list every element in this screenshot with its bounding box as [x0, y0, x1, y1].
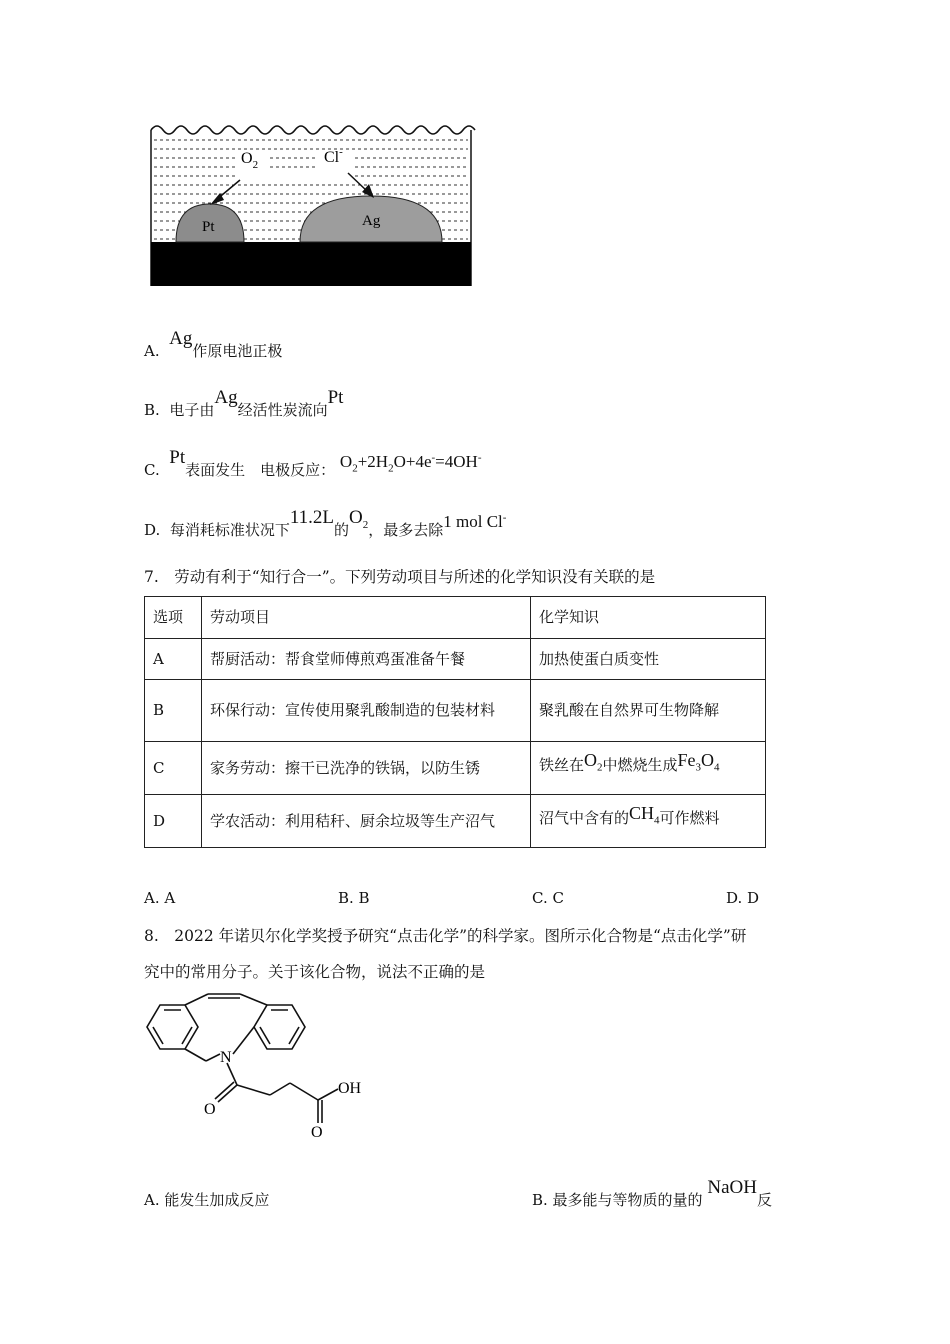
- q7-stem: 7. 劳动有利于“知行合一”。下列劳动项目与所述的化学知识没有关联的是: [144, 568, 656, 586]
- electrochem-figure: [140, 118, 485, 293]
- q8-option-a: A. 能发生加成反应: [144, 1191, 270, 1209]
- q8-option-b: B. 最多能与等物质的量的 NaOH反: [532, 1177, 772, 1209]
- q6-option-d: D. 每消耗标准状况下11.2L的$O_2$，最多去除1 mol Cl-: [144, 507, 507, 539]
- q7-table: [144, 596, 766, 848]
- q6-option-a: A. Ag作原电池正极: [144, 328, 283, 360]
- header-option: 选项: [145, 597, 202, 639]
- table-header-row: [145, 597, 766, 639]
- q7-answer-c: C. C: [532, 889, 564, 907]
- oxygen-label-2: O: [311, 1124, 323, 1140]
- q6-option-b: B. 电子由Ag经活性炭流向Pt: [144, 387, 344, 419]
- q7-answer-d: D. D: [726, 889, 760, 907]
- header-project: 劳动项目: [202, 597, 531, 639]
- q7-answer-b: B. B: [338, 889, 370, 907]
- table-row: B 环保行动：宣传使用聚乳酸制造的包装材料 聚乳酸在自然界可生物降解: [145, 680, 766, 742]
- o2-label: $O_2$: [241, 150, 259, 171]
- table-row: C 家务劳动：擦干已洗净的铁锅，以防生锈 铁丝在$O_2$中燃烧生成$Fe_3O_4$: [145, 742, 766, 795]
- molecule-structure: [140, 990, 380, 1140]
- table-row: A 帮厨活动：帮食堂师傅煎鸡蛋准备午餐 加热使蛋白质变性: [145, 639, 766, 680]
- substrate-base: [151, 242, 471, 286]
- cl-label: Cl-: [324, 146, 343, 166]
- hydroxyl-label: OH: [338, 1080, 362, 1097]
- ag-label: Ag: [362, 213, 381, 229]
- header-knowledge: 化学知识: [531, 597, 766, 639]
- q7-answer-a: A. A: [144, 889, 176, 907]
- q8-stem-line1: 8. 2022 年诺贝尔化学奖授予研究“点击化学”的科学家。图所示化合物是“点击化学”研: [144, 927, 747, 945]
- electrode-equation: $O_2+2H_2O+4e^-=4OH^-$: [339, 451, 482, 475]
- q6-option-c: C. Pt表面发生 电极反应： $O_2+2H_2O+4e^-=4OH^-$: [144, 447, 482, 479]
- oxygen-label-1: O: [204, 1101, 216, 1118]
- nitrogen-label: N: [220, 1049, 232, 1066]
- pt-label: Pt: [202, 219, 215, 235]
- water-surface-wave: [151, 126, 475, 134]
- table-row: D 学农活动：利用秸秆、厨余垃圾等生产沼气 沼气中含有的$CH_4$可作燃料: [145, 795, 766, 848]
- q8-stem-line2: 究中的常用分子。关于该化合物，说法不正确的是: [144, 963, 486, 981]
